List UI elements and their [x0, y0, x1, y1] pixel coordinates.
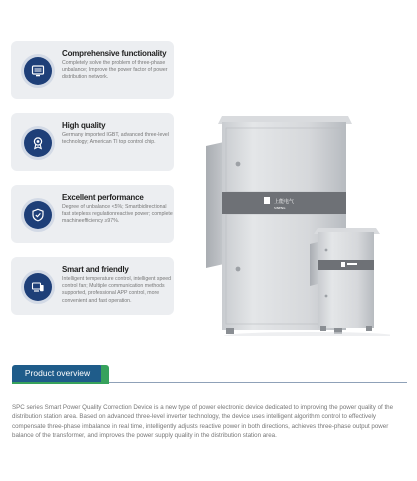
feature-title: Smart and friendly [62, 265, 129, 274]
feature-description: Intelligent temperature control, intelligent speed control fan; Multiple communication methods supported, professional APP control, more convenient and fast operation. [62, 276, 172, 304]
feature-badge [24, 129, 52, 157]
feature-description: Completely solve the problem of three-phase unbalance; Improve the power factor of power distribution network. [62, 60, 168, 81]
feature-card-smart [11, 257, 174, 315]
award-medal-icon [31, 136, 45, 150]
product-overview-text: SPC series Smart Power Quality Correction Device is a new type of power electronic device dedicated to improving the power quality of the distribution station area. Based on advanced three-level inverter technology, the device uses intelligent algorithm control to effectively compensate three-phase imbalance in real time, intelligently adjusts reactive power in both directions, achieves three-phase output power balance of the transformer, and improves the power supply quality in the distribution station area. [12, 404, 394, 440]
feature-description: Germany imported IGBT, advanced three-level technology; American TI top control chip. [62, 132, 169, 146]
section-title-tab: Product overview [12, 365, 103, 382]
feature-badge [24, 57, 52, 85]
feature-card-performance [11, 185, 174, 243]
feature-description: Degree of unbalance <5%; Smartbidirectional fast stepless regulationreactive power; complete machineefficiency ≥97%. [62, 204, 173, 225]
feature-title: High quality [62, 121, 106, 130]
feature-badge [24, 273, 52, 301]
feature-title: Excellent performance [62, 193, 144, 202]
monitor-icon [31, 64, 45, 78]
hero-banner [0, 24, 417, 336]
devices-icon [31, 280, 45, 294]
product-cabinets-image [200, 104, 390, 336]
shield-icon [31, 208, 45, 222]
feature-badge [24, 201, 52, 229]
feature-card-quality [11, 113, 174, 171]
feature-card-functionality [11, 41, 174, 99]
brand-mark: 上能电气 [274, 199, 295, 205]
section-divider-accent [12, 382, 109, 384]
brand-sub: SINENG [274, 206, 286, 210]
feature-title: Comprehensive functionality [62, 49, 167, 58]
